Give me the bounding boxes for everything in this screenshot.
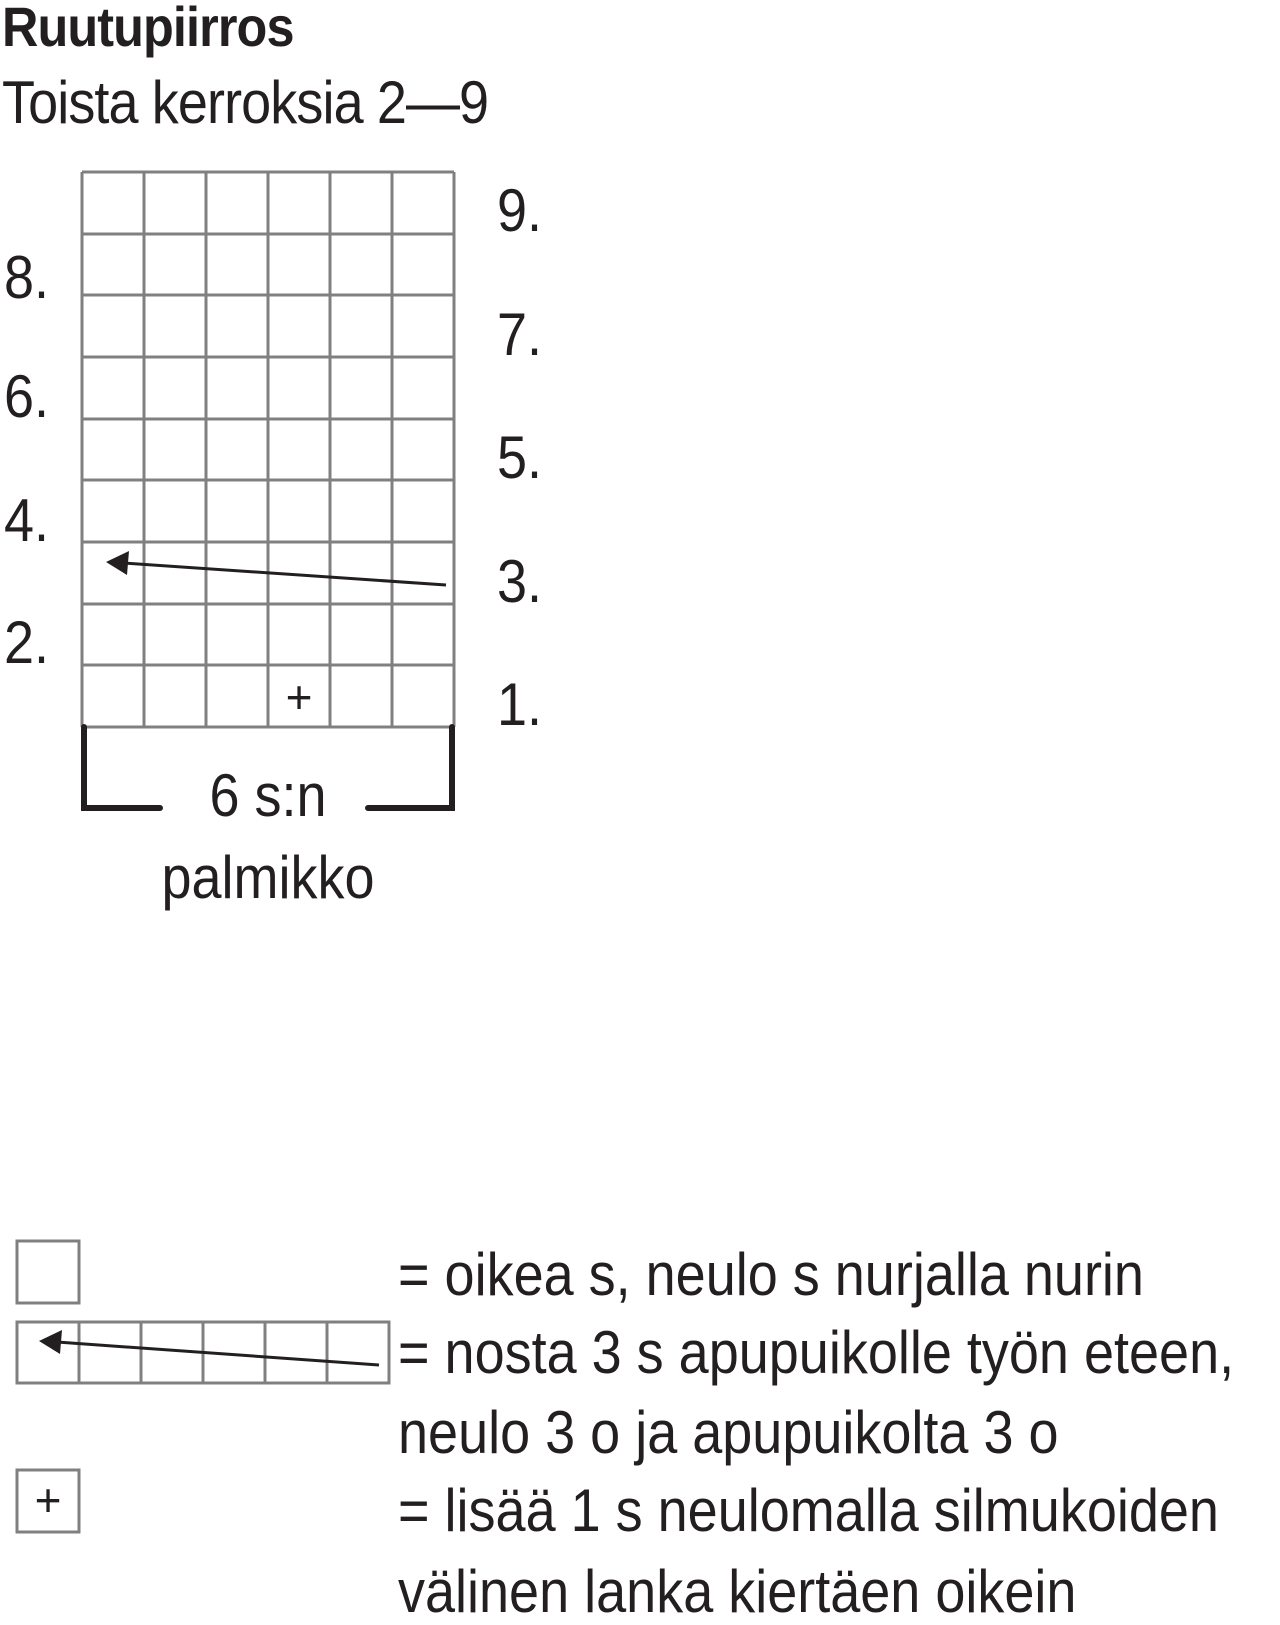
row-label-9: 9. bbox=[497, 177, 543, 244]
row-label-2: 2. bbox=[4, 609, 50, 676]
repeat-label-name: palmikko bbox=[161, 844, 375, 911]
row-label-4: 4. bbox=[4, 487, 50, 554]
row-label-1: 1. bbox=[497, 671, 543, 738]
repeat-bracket-right bbox=[368, 727, 452, 808]
legend-knit-square bbox=[17, 1241, 79, 1303]
chart-grid bbox=[82, 172, 454, 727]
legend-increase-text-line2: välinen lanka kiertäen oikein bbox=[398, 1558, 1077, 1625]
row-label-8: 8. bbox=[4, 244, 50, 311]
repeat-label-count: 6 s:n bbox=[209, 762, 327, 829]
legend-cable-symbol bbox=[17, 1322, 389, 1383]
legend-knit-text: = oikea s, neulo s nurjalla nurin bbox=[398, 1241, 1144, 1308]
chart-increase-symbol: + bbox=[285, 671, 313, 723]
legend-cable-text-line2: neulo 3 o ja apupuikolta 3 o bbox=[398, 1399, 1059, 1466]
row-label-7: 7. bbox=[497, 301, 543, 368]
row-label-3: 3. bbox=[497, 548, 543, 615]
legend-increase-text-line1: = lisää 1 s neulomalla silmukoiden bbox=[398, 1477, 1219, 1544]
chart-subtitle: Toista kerroksia 2—9 bbox=[2, 69, 489, 136]
chart-title: Ruutupiirros bbox=[2, 0, 294, 58]
repeat-bracket-left bbox=[84, 727, 160, 808]
legend-increase-symbol: + bbox=[34, 1474, 62, 1526]
legend-cable-text-line1: = nosta 3 s apupuikolle työn eteen, bbox=[398, 1319, 1235, 1386]
row-label-5: 5. bbox=[497, 424, 543, 491]
row-label-6: 6. bbox=[4, 363, 50, 430]
chart-cable-arrow bbox=[106, 551, 446, 585]
